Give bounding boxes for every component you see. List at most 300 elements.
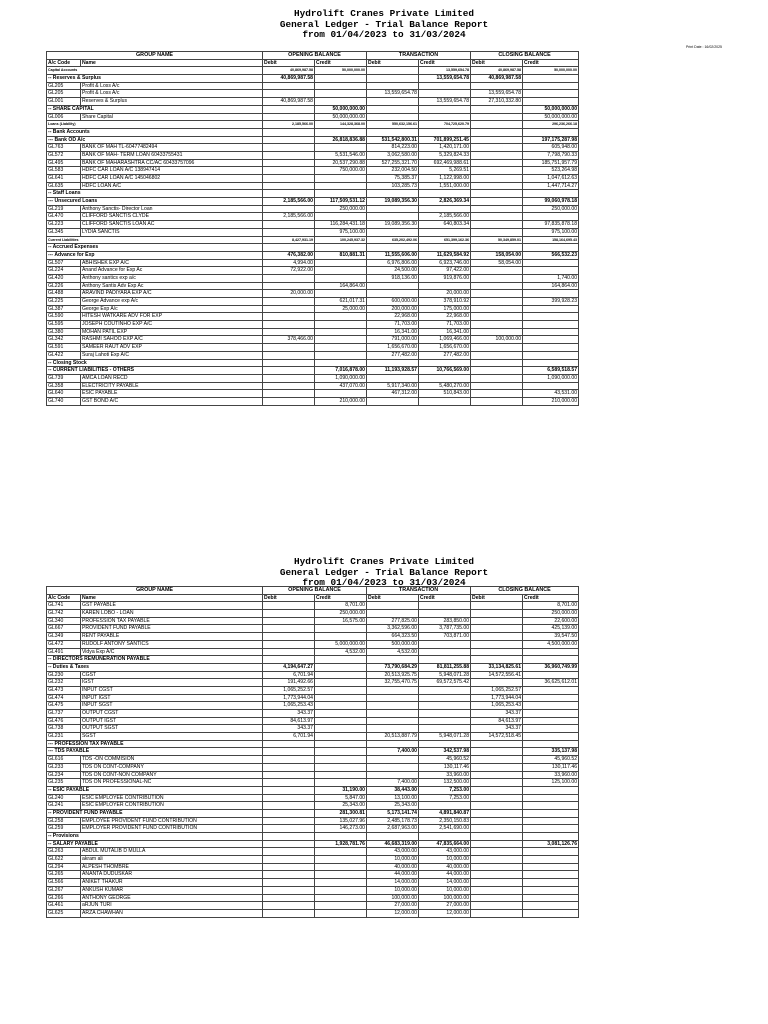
opening-credit-cell: 250,000.00: [315, 205, 367, 213]
ac-code-cell: GL422: [47, 351, 81, 359]
ac-code-cell: GL491: [47, 648, 81, 656]
closing-credit-cell: [523, 351, 579, 359]
account-name-cell: ARAVIND PADIYARA EXP A/C: [81, 290, 263, 298]
ledger-row: [47, 182, 579, 190]
closing-debit-cell: [471, 290, 523, 298]
transaction-credit-cell: 10,000.00: [419, 856, 471, 864]
opening-credit-cell: [315, 886, 367, 894]
transaction-credit-cell: 277,482.00: [419, 351, 471, 359]
ledger-row: [47, 175, 579, 183]
account-name-cell: Vidya Exp A/C: [81, 648, 263, 656]
account-name-cell: Anthony santics exp a/c: [81, 274, 263, 282]
opening-debit-cell: [263, 144, 315, 152]
closing-debit-cell: 343.37: [471, 725, 523, 733]
ac-code-cell: GL742: [47, 610, 81, 618]
transaction-credit-cell: 13,559,654.78: [419, 67, 471, 75]
closing-debit-cell: [471, 159, 523, 167]
opening-credit-cell: 5,000,000.00: [315, 640, 367, 648]
closing-debit-cell: [471, 840, 523, 848]
ac-code-cell: GL006: [47, 113, 81, 121]
opening-credit-cell: [315, 290, 367, 298]
account-name-cell: CLIFFORD SANCTIS CLYDE: [81, 213, 263, 221]
transaction-debit-cell: 527,255,321.70: [367, 159, 419, 167]
transaction-debit-cell: [367, 833, 419, 841]
closing-credit-cell: 1,047,612.63: [523, 175, 579, 183]
ac-code-cell: -- Reserves & Surplus: [47, 75, 263, 83]
opening-debit-cell: 2,185,566.00: [263, 121, 315, 129]
transaction-debit-cell: 32,755,470.75: [367, 679, 419, 687]
transaction-debit-cell: 11,555,606.00: [367, 251, 419, 259]
transaction-credit-cell: [419, 90, 471, 98]
account-name-cell: ABHISHEK EXP A/C: [81, 259, 263, 267]
closing-debit-cell: [471, 175, 523, 183]
account-name-cell: BANK OF MAHARASHTRA CC/AC 60433757096: [81, 159, 263, 167]
transaction-debit-cell: [367, 244, 419, 252]
transaction-debit-cell: 3,062,580.00: [367, 151, 419, 159]
ledger-row: [47, 305, 579, 313]
account-name-cell: SGST: [81, 733, 263, 741]
ac-code-cell: GL001: [47, 98, 81, 106]
transaction-credit-cell: 4,891,840.87: [419, 809, 471, 817]
credit-header: Credit: [523, 59, 579, 67]
group-name-header: GROUP NAME: [47, 52, 263, 60]
account-name-cell: EMPLOYEE PROVIDENT FUND CONTRIBUTION: [81, 817, 263, 825]
opening-credit-cell: 250,000.00: [315, 610, 367, 618]
opening-debit-cell: [263, 159, 315, 167]
opening-debit-cell: [263, 298, 315, 306]
ac-code-cell: GL340: [47, 617, 81, 625]
ac-code-cell: GL566: [47, 879, 81, 887]
ac-code-cell: GL640: [47, 390, 81, 398]
closing-debit-cell: 58,054.00: [471, 259, 523, 267]
transaction-credit-cell: [419, 105, 471, 113]
ac-code-cell: -- Accrued Expenses: [47, 244, 263, 252]
closing-credit-cell: 250,000.00: [523, 610, 579, 618]
ledger-row: [47, 290, 579, 298]
transaction-credit-cell: [419, 656, 471, 664]
transaction-debit-cell: 10,000.00: [367, 886, 419, 894]
account-name-cell: Anthony Santis Adv Exp Ac: [81, 282, 263, 290]
ledger-row: [47, 390, 579, 398]
opening-credit-cell: [315, 909, 367, 917]
account-name-cell: OUTPUT SGST: [81, 725, 263, 733]
opening-debit-cell: [263, 351, 315, 359]
ledger-row: [47, 313, 579, 321]
closing-credit-cell: 130,117.46: [523, 763, 579, 771]
opening-debit-cell: [263, 817, 315, 825]
opening-debit-cell: [263, 367, 315, 375]
account-name-cell: George Exp A/c: [81, 305, 263, 313]
closing-credit-cell: 50,000,000.00: [523, 113, 579, 121]
transaction-debit-cell: 467,312.00: [367, 390, 419, 398]
closing-debit-cell: [471, 909, 523, 917]
opening-credit-cell: [315, 328, 367, 336]
ledger-row: [47, 617, 579, 625]
name-header: Name: [81, 594, 263, 602]
opening-credit-cell: [315, 733, 367, 741]
closing-credit-cell: [523, 740, 579, 748]
transaction-debit-cell: 2,485,178.73: [367, 817, 419, 825]
account-name-cell: ANIKET THAKUR: [81, 879, 263, 887]
transaction-credit-cell: 1,069,466.00: [419, 336, 471, 344]
ledger-row: [47, 151, 579, 159]
transaction-debit-cell: 13,100.00: [367, 794, 419, 802]
closing-debit-cell: [471, 856, 523, 864]
account-name-cell: RUDOLF ANTONY SANTICS: [81, 640, 263, 648]
opening-debit-cell: 8,427,931.19: [263, 236, 315, 244]
opening-debit-cell: [263, 610, 315, 618]
opening-debit-cell: [263, 244, 315, 252]
report-period: from 01/04/2023 to 31/03/2024: [302, 29, 466, 40]
debit-header: Debit: [367, 59, 419, 67]
ac-code-cell: GL223: [47, 221, 81, 229]
ledger-row: [47, 328, 579, 336]
opening-credit-cell: [315, 671, 367, 679]
ledger-row: [47, 221, 579, 229]
account-name-cell: MOHAN PATIL EXP: [81, 328, 263, 336]
transaction-debit-cell: [367, 113, 419, 121]
opening-credit-cell: 25,343.00: [315, 802, 367, 810]
closing-debit-cell: [471, 786, 523, 794]
opening-credit-cell: [315, 779, 367, 787]
credit-header: Credit: [523, 594, 579, 602]
opening-credit-cell: 1,928,781.76: [315, 840, 367, 848]
ac-code-cell: GL233: [47, 763, 81, 771]
closing-credit-cell: [523, 817, 579, 825]
closing-debit-cell: [471, 267, 523, 275]
ac-code-cell: GL488: [47, 290, 81, 298]
group-row: [47, 359, 579, 367]
ac-code-cell: GL595: [47, 321, 81, 329]
opening-debit-cell: [263, 282, 315, 290]
transaction-debit-cell: 14,000.00: [367, 879, 419, 887]
closing-credit-cell: [523, 856, 579, 864]
group-row: [47, 128, 579, 136]
account-name-cell: CLIFFORD SANCTIS LOAN AC: [81, 221, 263, 229]
opening-debit-cell: [263, 374, 315, 382]
account-name-cell: KAREN LOBO - LOAN: [81, 610, 263, 618]
account-name-cell: PROVIDENT FUND PAYABLE: [81, 625, 263, 633]
ledger-row: [47, 733, 579, 741]
closing-credit-cell: [523, 879, 579, 887]
transaction-debit-cell: [367, 105, 419, 113]
opening-debit-cell: [263, 382, 315, 390]
ledger-row: [47, 679, 579, 687]
transaction-debit-cell: 814,223.00: [367, 144, 419, 152]
ac-code-cell: GL739: [47, 374, 81, 382]
closing-credit-cell: 36,960,749.99: [523, 663, 579, 671]
ac-code-cell: GL263: [47, 848, 81, 856]
account-name-cell: INPUT CGST: [81, 686, 263, 694]
ac-code-cell: GL473: [47, 686, 81, 694]
ac-code-cell: GL472: [47, 640, 81, 648]
opening-debit-cell: [263, 656, 315, 664]
transaction-credit-cell: 701,899,251.45: [419, 136, 471, 144]
group-row: [47, 809, 579, 817]
transaction-credit-cell: 27,000.00: [419, 902, 471, 910]
opening-debit-cell: [263, 886, 315, 894]
closing-credit-cell: [523, 259, 579, 267]
closing-debit-cell: [471, 390, 523, 398]
transaction-credit-cell: [419, 244, 471, 252]
account-name-cell: BANK OF MAH- TERM LOAN 60433755431: [81, 151, 263, 159]
ledger-row: [47, 694, 579, 702]
opening-credit-cell: 100,245,937.32: [315, 236, 367, 244]
transaction-debit-cell: [367, 290, 419, 298]
transaction-debit-cell: 20,513,887.79: [367, 733, 419, 741]
ac-code-cell: Loans (Liability): [47, 121, 263, 129]
opening-credit-cell: [315, 871, 367, 879]
ac-code-cell: --- TDS PAYABLE: [47, 748, 263, 756]
ledger-row: [47, 259, 579, 267]
opening-debit-cell: [263, 863, 315, 871]
transaction-debit-cell: 73,790,684.29: [367, 663, 419, 671]
opening-debit-cell: [263, 128, 315, 136]
transaction-header: TRANSACTION: [367, 587, 471, 595]
closing-debit-cell: [471, 779, 523, 787]
closing-debit-cell: [471, 833, 523, 841]
opening-credit-cell: 135,027.96: [315, 817, 367, 825]
ledger-row: [47, 82, 579, 90]
opening-credit-cell: 116,284,431.18: [315, 221, 367, 229]
ac-code-cell: -- ESIC PAYABLE: [47, 786, 263, 794]
opening-credit-cell: 31,190.00: [315, 786, 367, 794]
ac-code-cell: GL234: [47, 771, 81, 779]
ledger-row: [47, 779, 579, 787]
opening-credit-cell: [315, 144, 367, 152]
transaction-credit-cell: 71,703.00: [419, 321, 471, 329]
ledger-row: [47, 602, 579, 610]
ac-code-cell: GL461: [47, 902, 81, 910]
ac-code-cell: GL616: [47, 756, 81, 764]
ledger-row: [47, 298, 579, 306]
transaction-credit-cell: [419, 228, 471, 236]
transaction-debit-cell: [367, 82, 419, 90]
closing-debit-cell: [471, 602, 523, 610]
closing-credit-cell: 99,060,978.18: [523, 198, 579, 206]
closing-debit-cell: [471, 167, 523, 175]
opening-credit-cell: [315, 267, 367, 275]
closing-debit-cell: [471, 886, 523, 894]
header-row-columns: [47, 59, 579, 67]
closing-debit-cell: [471, 244, 523, 252]
ac-code-cell: -- SHARE CAPITAL: [47, 105, 263, 113]
header-row-groups: [47, 52, 579, 60]
closing-credit-cell: 4,500,000.00: [523, 640, 579, 648]
ac-code-cell: GL474: [47, 694, 81, 702]
account-name-cell: GST PAYABLE: [81, 602, 263, 610]
opening-credit-cell: [315, 75, 367, 83]
ac-code-cell: GL641: [47, 175, 81, 183]
opening-debit-cell: [263, 786, 315, 794]
opening-credit-cell: [315, 82, 367, 90]
ledger-row: [47, 671, 579, 679]
transaction-debit-cell: [367, 602, 419, 610]
opening-credit-cell: [315, 740, 367, 748]
transaction-debit-cell: [367, 228, 419, 236]
opening-credit-cell: [315, 244, 367, 252]
account-name-cell: Anthony Sanctis- Director Loan: [81, 205, 263, 213]
opening-debit-cell: [263, 879, 315, 887]
ac-code-cell: -- Closing Stock: [47, 359, 263, 367]
opening-debit-cell: [263, 136, 315, 144]
group-row: [47, 75, 579, 83]
closing-credit-cell: 185,751,957.79: [523, 159, 579, 167]
account-name-cell: RASHMI SAHOO EXP A/C: [81, 336, 263, 344]
closing-credit-cell: [523, 344, 579, 352]
transaction-credit-cell: 510,843.00: [419, 390, 471, 398]
closing-credit-cell: [523, 809, 579, 817]
closing-debit-cell: [471, 871, 523, 879]
transaction-credit-cell: 175,000.00: [419, 305, 471, 313]
ledger-row: [47, 871, 579, 879]
ac-code-cell: GL740: [47, 397, 81, 405]
opening-debit-cell: [263, 82, 315, 90]
opening-debit-cell: 1,065,253.43: [263, 702, 315, 710]
opening-credit-cell: [315, 756, 367, 764]
transaction-debit-cell: [367, 610, 419, 618]
closing-credit-cell: 975,100.00: [523, 228, 579, 236]
account-name-cell: aRJUN TURI: [81, 902, 263, 910]
transaction-credit-cell: 10,766,569.00: [419, 367, 471, 375]
ac-code-cell: GL591: [47, 344, 81, 352]
opening-debit-cell: [263, 113, 315, 121]
ac-code-cell: GL259: [47, 825, 81, 833]
transaction-debit-cell: [367, 686, 419, 694]
closing-debit-cell: [471, 113, 523, 121]
debit-header: Debit: [367, 594, 419, 602]
closing-debit-cell: [471, 802, 523, 810]
transaction-debit-cell: 19,089,356.30: [367, 198, 419, 206]
account-name-cell: akram ali: [81, 856, 263, 864]
closing-credit-cell: [523, 244, 579, 252]
account-name-cell: HDFC LOAN A/C: [81, 182, 263, 190]
closing-credit-cell: [523, 359, 579, 367]
closing-debit-cell: [471, 105, 523, 113]
opening-credit-cell: [315, 856, 367, 864]
closing-debit-cell: [471, 879, 523, 887]
opening-debit-cell: [263, 167, 315, 175]
account-name-cell: EMPLOYER PROVIDENT FUND CONTRIBUTION: [81, 825, 263, 833]
closing-credit-cell: 250,000.00: [523, 205, 579, 213]
ac-code-cell: -- Provisions: [47, 833, 263, 841]
opening-debit-cell: 40,869,987.58: [263, 98, 315, 106]
opening-debit-cell: 1,773,944.04: [263, 694, 315, 702]
group-row: [47, 740, 579, 748]
opening-credit-cell: [315, 351, 367, 359]
closing-debit-cell: [471, 205, 523, 213]
group-row: [47, 244, 579, 252]
closing-debit-cell: 1,773,944.04: [471, 694, 523, 702]
closing-debit-cell: 40,869,987.58: [471, 67, 523, 75]
closing-credit-cell: 3,081,126.76: [523, 840, 579, 848]
opening-debit-cell: [263, 748, 315, 756]
closing-debit-cell: [471, 748, 523, 756]
transaction-credit-cell: 283,850.00: [419, 617, 471, 625]
closing-credit-cell: [523, 305, 579, 313]
closing-debit-cell: [471, 198, 523, 206]
closing-credit-cell: 50,000,000.00: [523, 67, 579, 75]
closing-debit-cell: [471, 182, 523, 190]
transaction-debit-cell: 1,656,670.00: [367, 344, 419, 352]
opening-debit-cell: [263, 825, 315, 833]
opening-debit-cell: 191,492.66: [263, 679, 315, 687]
transaction-credit-cell: 1,122,998.00: [419, 175, 471, 183]
ledger-row: [47, 702, 579, 710]
transaction-debit-cell: 3,362,596.00: [367, 625, 419, 633]
account-name-cell: OUTPUT CGST: [81, 710, 263, 718]
transaction-debit-cell: [367, 756, 419, 764]
company-name: Hydrolift Cranes Private Limited: [293, 556, 475, 567]
transaction-credit-cell: [419, 686, 471, 694]
account-name-cell: HITESH WATKARE ADV FOR EXP: [81, 313, 263, 321]
opening-debit-cell: 6,701.94: [263, 671, 315, 679]
opening-credit-cell: [315, 717, 367, 725]
closing-debit-cell: 27,310,332.80: [471, 98, 523, 106]
print-date: Print Date : 16/02/2025: [686, 45, 722, 49]
account-name-cell: TDS ON PROFESSIONAL-NC: [81, 779, 263, 787]
ac-code-cell: --- Bank OD A/c: [47, 136, 263, 144]
account-name-cell: Suraj Lahoti Exp A/C: [81, 351, 263, 359]
closing-credit-cell: 43,531.00: [523, 390, 579, 398]
closing-credit-cell: 605,948.00: [523, 144, 579, 152]
closing-debit-cell: [471, 136, 523, 144]
ac-code-cell: GL590: [47, 313, 81, 321]
ac-code-cell: --- Unsecured Loans: [47, 198, 263, 206]
account-name-cell: AMCA LOAN RECD: [81, 374, 263, 382]
transaction-debit-cell: 27,000.00: [367, 902, 419, 910]
transaction-debit-cell: 46,683,319.00: [367, 840, 419, 848]
transaction-credit-cell: 5,269.51: [419, 167, 471, 175]
closing-debit-cell: [471, 863, 523, 871]
opening-debit-cell: [263, 397, 315, 405]
transaction-credit-cell: 640,803.34: [419, 221, 471, 229]
opening-credit-cell: 16,575.00: [315, 617, 367, 625]
opening-credit-cell: 5,531,546.00: [315, 151, 367, 159]
opening-debit-cell: [263, 794, 315, 802]
opening-debit-cell: [263, 305, 315, 313]
transaction-debit-cell: [367, 702, 419, 710]
opening-debit-cell: 2,185,566.00: [263, 213, 315, 221]
transaction-debit-cell: [367, 717, 419, 725]
closing-credit-cell: [523, 290, 579, 298]
opening-debit-cell: 343.37: [263, 725, 315, 733]
opening-debit-cell: [263, 809, 315, 817]
ledger-row: [47, 710, 579, 718]
transaction-credit-cell: 703,871.00: [419, 633, 471, 641]
transaction-debit-cell: [367, 67, 419, 75]
closing-credit-cell: 1,447,714.27: [523, 182, 579, 190]
opening-credit-cell: [315, 748, 367, 756]
report-period: from 01/04/2023 to 31/03/2024: [302, 577, 466, 588]
transaction-debit-cell: [367, 213, 419, 221]
ledger-row: [47, 205, 579, 213]
account-name-cell: ARZA CHAWHAN: [81, 909, 263, 917]
account-name-cell: OUTPUT IGST: [81, 717, 263, 725]
closing-credit-cell: [523, 98, 579, 106]
report-title: General Ledger - Trial Balance Report: [279, 566, 489, 578]
opening-debit-cell: [263, 328, 315, 336]
ac-code-cell: GL737: [47, 710, 81, 718]
ledger-row: [47, 648, 579, 656]
transaction-debit-cell: 43,000.00: [367, 848, 419, 856]
opening-credit-cell: 50,000,000.00: [315, 67, 367, 75]
ac-code-cell: GL572: [47, 151, 81, 159]
opening-credit-cell: 810,881.31: [315, 251, 367, 259]
ac-code-cell: Capital Accounts: [47, 67, 263, 75]
opening-debit-cell: 40,869,987.58: [263, 75, 315, 83]
transaction-credit-cell: [419, 648, 471, 656]
